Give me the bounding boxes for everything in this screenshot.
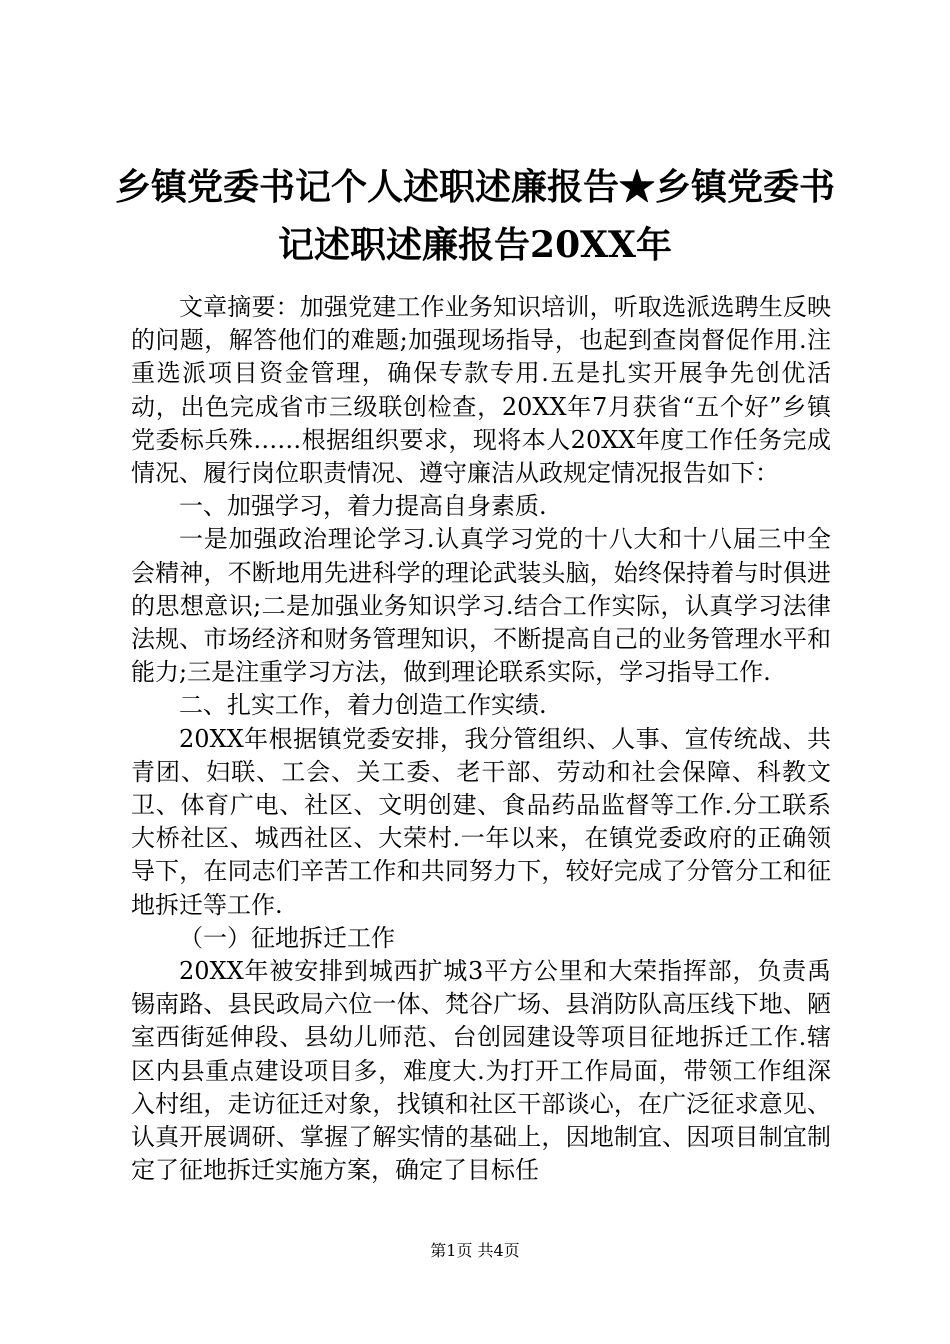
heading-section-1: 一、加强学习，着力提高自身素质. [179,492,547,521]
heading-subsection-1: （一）征地拆迁工作 [179,923,395,952]
document-body [131,291,831,1187]
paragraph-work-duties: 20XX年根据镇党委安排，我分管组织、人事、宣传统战、共青团、妇联、工会、关工委、老干部、劳动和社会保障、科教文卫、体育广电、社区、文明创建、食品药品监督等工作.分工联系大桥社区、城西社区、大荣村.一年以来，在镇党委政府的正确领导下，在同志们辛苦工作和共同努力下，较好完成了分管分工和征地拆迁等工作. [131,724,831,919]
paragraph-land-acquisition: 20XX年被安排到城西扩城3平方公里和大荣指挥部，负责禹锡南路、县民政局六位一体、梵谷广场、县消防队高压线下地、陋室西街延伸段、县幼儿师范、台创园建设等项目征地拆迁工作.辖区内县重点建设项目多，难度大.为打开工作局面，带领工作组深入村组，走访征迁对象，找镇和社区干部谈心，在广泛征求意见、认真开展调研、掌握了解实情的基础上，因地制宜、因项目制宜制定了征地拆迁实施方案，确定了目标任 [131,957,831,1185]
heading-section-2: 二、扎实工作，着力创造工作实绩. [179,691,547,720]
paragraph-study: 一是加强政治理论学习.认真学习党的十八大和十八届三中全会精神，不断地用先进科学的理论武装头脑，始终保持着与时俱进的思想意识;二是加强业务知识学习.结合工作实际，认真学习法律法规、市场经济和财务管理知识，不断提高自己的业务管理水平和能力;三是注重学习方法，做到理论联系实际，学习指导工作. [131,525,831,687]
paragraph-abstract: 文章摘要：加强党建工作业务知识培训，听取选派选聘生反映的问题，解答他们的难题;加强现场指导，也起到查岗督促作用.注重选派项目资金管理，确保专款专用.五是扎实开展争先创优活动，出色完成省市三级联创检查，20XX年7月获省“五个好”乡镇党委标兵殊……根据组织要求，现将本人20XX年度工作任务完成情况、履行岗位职责情况、遵守廉洁从政规定情况报告如下： [131,293,831,488]
page-footer: 第1页 共4页 [430,1241,520,1260]
document-title: 乡镇党委书记个人述职述廉报告★乡镇党委书记述职述廉报告20XX年 [114,166,835,266]
